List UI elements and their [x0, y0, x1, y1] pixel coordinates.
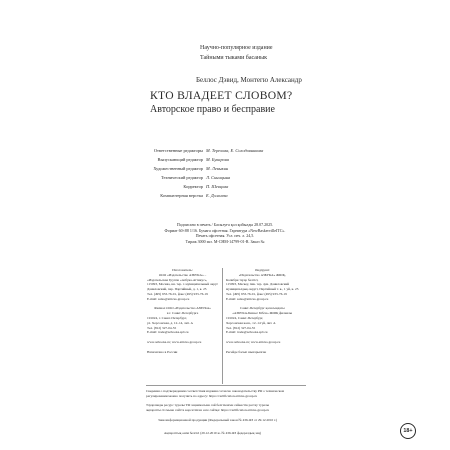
series-label: Тайными тыками басанык — [200, 55, 268, 61]
trademark-note: Знак информационной продукции (Федеральный закон № 436-ФЗ от 29.12.2010 г.) — [158, 418, 278, 422]
book-title: КТО ВЛАДЕЕТ СЛОВОМ? — [150, 89, 293, 102]
credit-row — [103, 157, 229, 162]
address-line: www.azbooka.ru; www.atticus-group.ru — [226, 339, 281, 344]
credit-name: М. Терехова, Е. Солодовникова — [206, 148, 264, 153]
address-line: в г. Санкт-Петербурге — [166, 311, 199, 316]
address-line: Тел. (495) 933-76-01, факс (495) 933-76-19 — [226, 291, 287, 296]
address-line: Изготовитель: — [172, 268, 193, 272]
manufacturer-column-ru — [147, 268, 218, 354]
address-line: 191024, Санкт-Петербург, — [226, 315, 264, 320]
format-line: Формат 60×88 1/16. Бумага офсетная. Гарнитура «NewBaskervilleITC». — [164, 227, 286, 233]
credit-role: Ответственные редакторы — [153, 148, 203, 153]
credit-row — [103, 175, 230, 180]
address-line: Тел. (812) 327-04-55 — [226, 325, 256, 330]
address-line: «Издательская Группа «Азбука-Аттикус», — [147, 277, 208, 282]
credit-row — [103, 166, 228, 171]
section-divider — [146, 385, 306, 386]
credit-role: Выпускающий редактор — [157, 157, 203, 162]
certification-note: Сведения о подтверждении соответствия издания согласно законодательству РФ о техническом регулировании можно получить по адресу: https://certification.atticus-group.ru — [146, 389, 284, 398]
signed-date: Подписано в печать / Басылуға қол қойылды 28.07.2025. — [176, 222, 274, 227]
credit-name: М. Букарова — [206, 157, 229, 162]
address-line: Херсонская көш., 12–14 үй, лит. А — [226, 320, 276, 325]
address-line: E-mail: trade@azbooka.spb.ru — [147, 330, 189, 335]
address-line: E-mail: trade@azbooka.spb.ru — [226, 330, 268, 335]
address-line: муниципалдық округі, Партийный т. к., 1 уй, к. 25 — [226, 287, 299, 292]
address-line: E-mail: sales@atticus-group.ru — [147, 296, 190, 301]
credit-name: М. Левыкин — [206, 166, 229, 171]
credit-name: П. Шевцова — [206, 184, 229, 189]
address-line: Колибри тауар белгісі, — [226, 277, 259, 282]
address-line: Өндіруші: — [254, 268, 270, 272]
address-line: Даниловский, пер. Партийный, д. 1, к. 25 — [147, 287, 207, 292]
address-line: Филиал ООО «Издательство АЗБУКА» — [154, 306, 211, 311]
customs-note-1: Тауарланды ресурс туралы ТФ заңнамасына сай белгіленген сәйкестік растау туралы — [146, 403, 270, 407]
address-line: 191024, г. Санкт-Петербург, — [147, 315, 187, 320]
address-line: ул. Херсонская, д. 12–14, лит. А — [147, 320, 193, 325]
sheets-line: Печать офсетная. Усл. печ. л. 24,5. — [195, 233, 255, 239]
book-authors: Беллос Дэвид, Монтегю Александр — [196, 76, 302, 84]
address-line: Ресейде басып шығарылған — [226, 349, 267, 354]
credit-row — [103, 184, 228, 189]
address-line: 115093, Москва, вн. тер. г. муниципальный округ — [147, 282, 219, 287]
credit-role: Художественный редактор — [153, 166, 203, 171]
print-details — [150, 222, 300, 244]
address-line: «АЗБУКА-Бизнес Бібсн» ЖШҚ филиалы — [232, 311, 293, 316]
book-subtitle: Авторское право и бесправие — [150, 104, 275, 115]
trademark-note-kz: Ақпараттық өнім белгісі (29.12.2010 ж. № 436-ФЗ федералдық заң) — [164, 431, 262, 435]
address-line: Тел. (495) 933-76-01, факс (495) 933-76-19 — [147, 291, 208, 296]
address-line: Напечатано в России — [147, 349, 178, 354]
address-line: ООО «Издательство АЗБУКА» – — [158, 272, 207, 277]
credit-name: Е. Долгиева — [206, 193, 228, 198]
column-divider — [222, 268, 223, 384]
credit-role: Технический редактор — [160, 175, 203, 180]
manufacturer-column-kz — [226, 268, 298, 354]
genre-label: Научно-популярное издание — [200, 45, 273, 51]
print-run-line: Тираж 3000 экз. М-СНМ-14799-01-R. Заказ № — [185, 238, 265, 244]
address-line: Санкт-Петербург қаласындағы — [239, 306, 285, 311]
address-line: 115093, Мәскеу, ішк. тер. аум. Даниловский — [226, 282, 290, 287]
customs-note-2: ақпаратты сіз мына сайтта көрсетілген өзге сайтқа: https://certification.atticus-group.ru — [146, 408, 270, 412]
address-line: «Издательство АЗБУКА» ЖШҚ, — [238, 272, 286, 277]
address-line: www.azbooka.ru; www.atticus-group.ru — [147, 339, 202, 344]
credit-role: Корректор — [183, 184, 203, 189]
credit-role: Компьютерная верстка — [160, 193, 203, 198]
address-line: Тел. (812) 327-04-55 — [147, 325, 177, 330]
age-rating-badge: 18+ — [400, 423, 416, 439]
credit-row — [103, 193, 228, 198]
address-line: E-mail: sales@atticus-group.ru — [226, 296, 269, 301]
credit-row — [103, 148, 263, 153]
credit-name: Л. Синицына — [206, 175, 231, 180]
